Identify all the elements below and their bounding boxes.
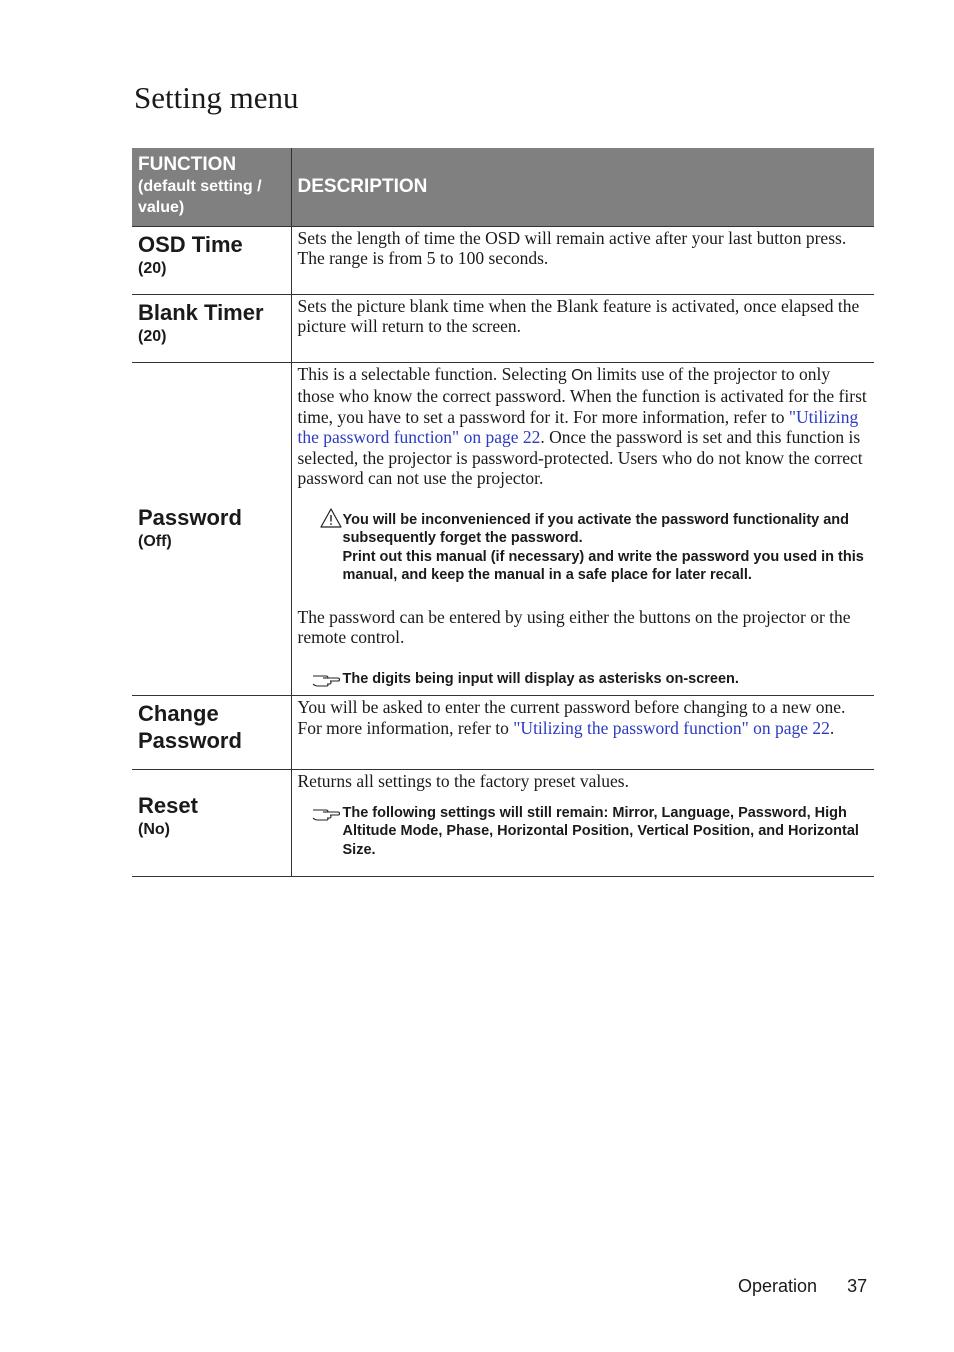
warning-note <box>298 511 869 585</box>
warning-triangle-icon <box>320 508 342 534</box>
password-function-link[interactable]: "Utilizing the password function" on page 22 <box>513 717 830 738</box>
function-cell <box>132 362 291 696</box>
function-name: Password <box>138 505 242 531</box>
tip-note <box>298 804 869 860</box>
function-cell <box>132 226 291 294</box>
function-default: (20) <box>138 259 167 277</box>
table-row <box>132 696 874 770</box>
function-header <box>132 148 291 226</box>
description-cell <box>291 696 874 770</box>
warning-text: You will be inconvenienced if you activate the password functionality and subsequently forget the password. <box>342 511 850 546</box>
table-row <box>132 770 874 877</box>
settings-table <box>132 148 874 877</box>
pointing-hand-icon <box>312 671 340 693</box>
description-cell <box>291 362 874 696</box>
table-row <box>132 362 874 696</box>
table-header-row <box>132 148 874 226</box>
page-footer <box>738 1276 867 1297</box>
tip-note <box>298 670 869 689</box>
function-cell <box>132 770 291 877</box>
function-default: (Off) <box>138 533 172 551</box>
footer-section: Operation <box>738 1276 818 1296</box>
page-number: 37 <box>847 1276 868 1296</box>
table-row <box>132 294 874 362</box>
on-option: On <box>571 366 593 384</box>
function-cell <box>132 696 291 770</box>
function-name: Reset <box>138 793 198 818</box>
table-row <box>132 226 874 294</box>
function-name: Change Password <box>138 701 242 753</box>
description-cell <box>291 770 874 877</box>
function-default: (20) <box>138 327 167 345</box>
description-text: Sets the length of time the OSD will remain active after your last button press. The range is from 5 to 100 seconds. <box>297 227 847 268</box>
description-text: This is a selectable function. Selecting On limits use of the projector to only those who know the correct password. When the function is activated for the first time, you have to set a password for it. For more information, refer to "Utilizing the password function" on page 22. Once the password is set and this function is selected, the projector is password-protected. Users who do not know the correct password can not use the projector. <box>297 363 867 488</box>
tip-text: The digits being input will display as asterisks on-screen. <box>342 670 739 687</box>
page-title: Setting menu <box>134 80 299 115</box>
description-text: The password can be entered by using either the buttons on the projector or the remote control. <box>297 606 851 647</box>
description-header: DESCRIPTION <box>291 148 874 226</box>
function-header-label: FUNCTION <box>138 154 237 175</box>
pointing-hand-icon <box>312 805 340 827</box>
description-text: Returns all settings to the factory preset values. <box>297 771 629 791</box>
description-cell <box>291 294 874 362</box>
function-header-sub: (default setting / value) <box>138 178 262 216</box>
function-name: Blank Timer <box>138 299 264 325</box>
function-default: (No) <box>138 821 170 838</box>
description-cell <box>291 226 874 294</box>
function-cell <box>132 294 291 362</box>
tip-text: The following settings will still remain: Mirror, Language, Password, High Altitude Mode, Phase, Horizontal Position, Vertical Position, and Horizontal Size. <box>342 804 859 858</box>
password-function-link[interactable]: "Utilizing the password function" on page 22 <box>297 406 859 447</box>
function-name: OSD Time <box>138 231 243 257</box>
warning-text: Print out this manual (if necessary) and write the password you used in this manual, and keep the manual in a safe place for later recall. <box>342 548 864 583</box>
description-text: Sets the picture blank time when the Blank feature is activated, once elapsed the picture will return to the screen. <box>297 295 860 336</box>
description-text: You will be asked to enter the current password before changing to a new one. For more information, refer to "Utilizing the password function" on page 22. <box>297 697 846 738</box>
